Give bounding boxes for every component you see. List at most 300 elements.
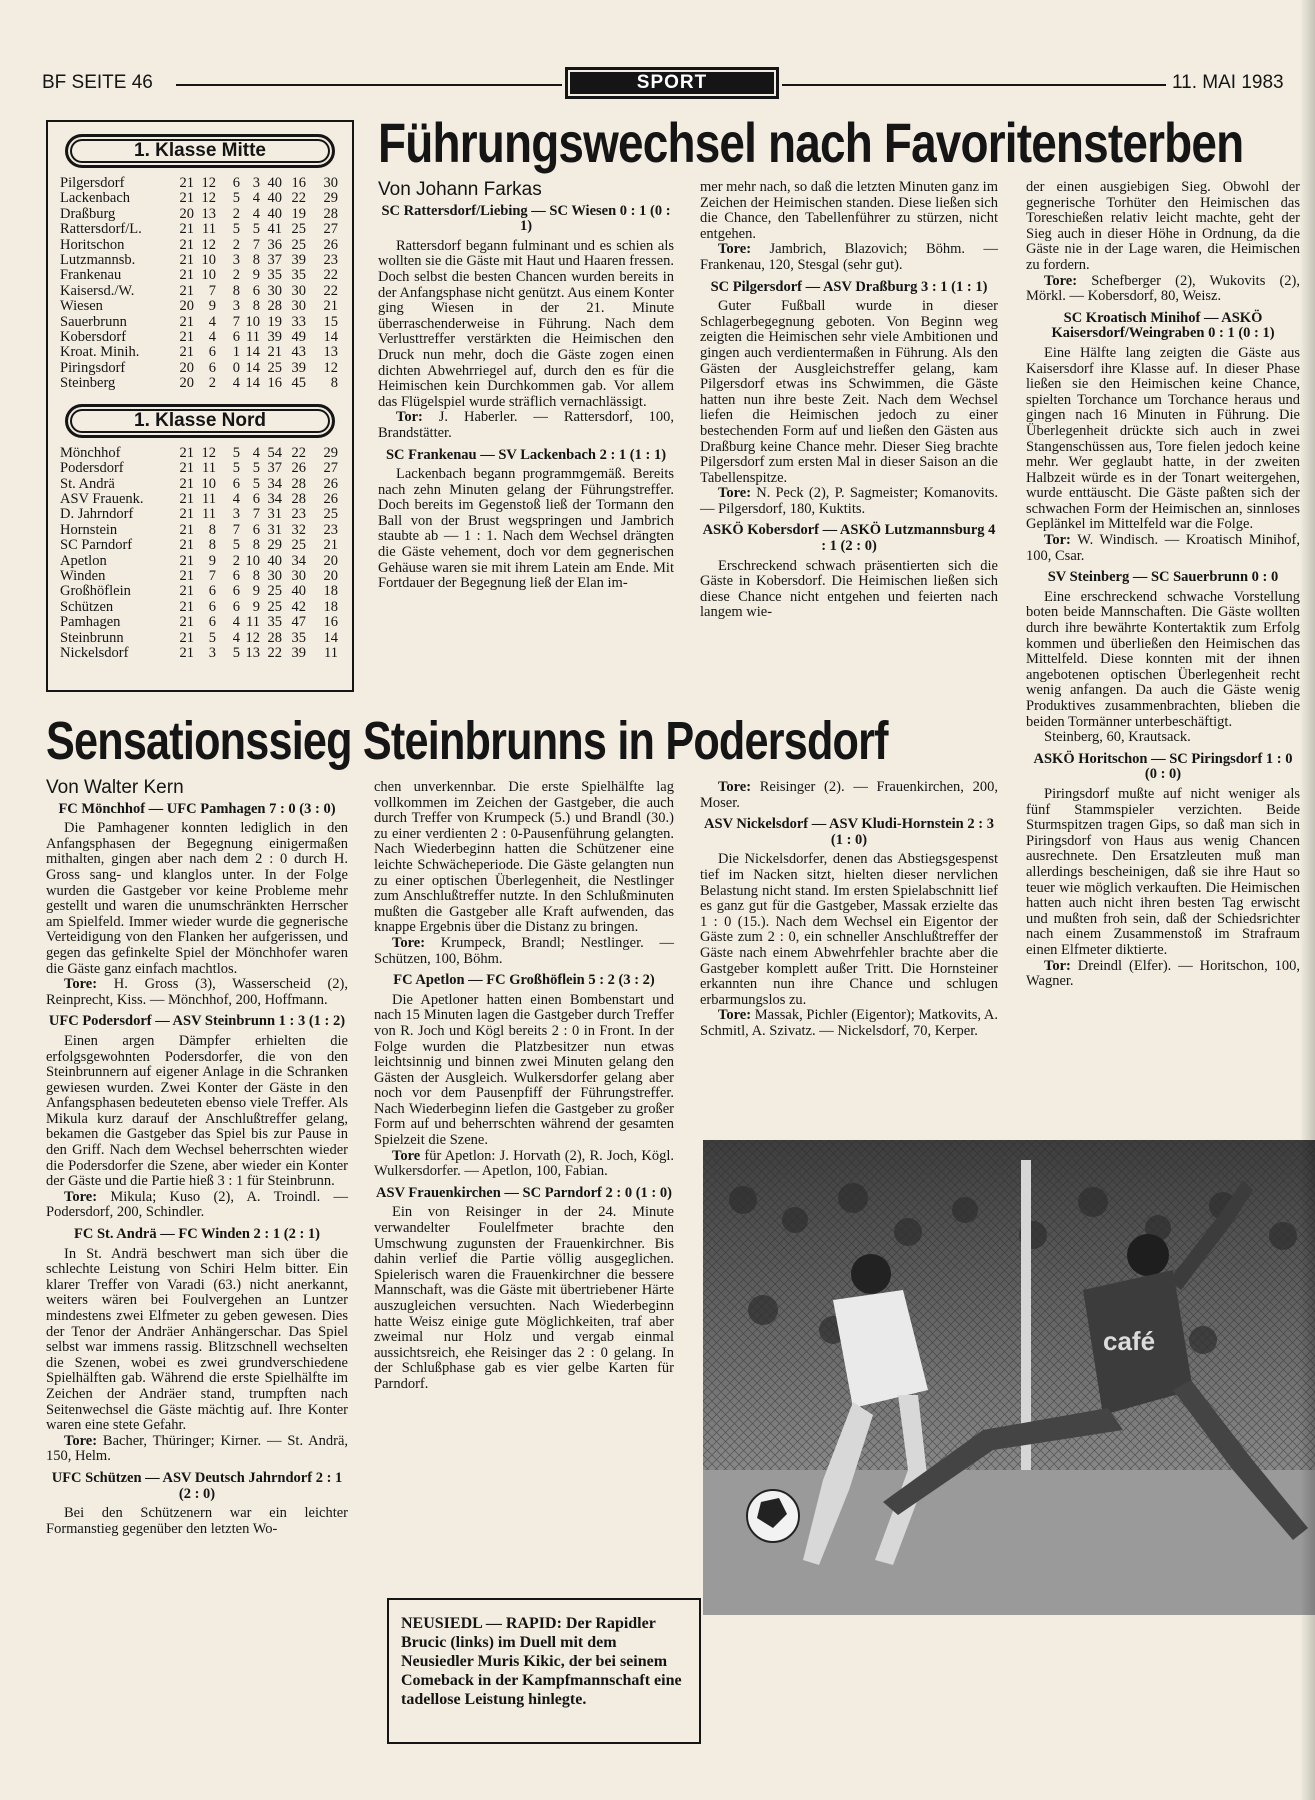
stat-cell: 29 [267, 537, 282, 554]
match-report: Piringsdorf mußte auf nicht weniger als fünf Stammspieler verzichten. Beide Sturmspitzen tragen Gips, so daß man sich in Piringsdorf von Haus aus wenig Chancen ausrechnete. Den Ersatzleuten muß man allerdings bescheinigen, daß sie ihre Haut so teuer wie möglich verkauften. Die Heimischen hatten auch nicht ihren besten Tag erwischt und mußten froh sein, daß der Schiedsrichter nach einem Zusammenstoß im Strafraum einen Elfmeter diktierte. [1026, 785, 1300, 958]
stat-cell: 11 [246, 614, 260, 631]
match-heading: SC Pilgersdorf — ASV Draßburg 3 : 1 (1 : 1) [710, 278, 988, 295]
stat-cell: 28 [323, 205, 338, 222]
stat-cell: 21 [323, 298, 338, 315]
stat-cell: 34 [267, 475, 282, 492]
football [747, 1490, 799, 1542]
standings-row [60, 569, 338, 584]
stat-cell: 21 [179, 552, 194, 569]
team-name: Podersdorf [60, 460, 124, 477]
team-name: Steinbrunn [60, 629, 124, 646]
spectators: Steinberg, 60, Krautsack. [1044, 729, 1191, 746]
team-name: D. Jahrndorf [60, 506, 134, 523]
stat-cell: 33 [291, 313, 306, 330]
stat-cell: 21 [179, 460, 194, 477]
stat-cell: 6 [232, 329, 240, 346]
stat-cell: 25 [291, 537, 306, 554]
match-report: Lackenbach begann programmgemäß. Bereits nach zehn Minuten gelang der Führungstreffer. Doch bereits im Gegenstoß ließ der Tormann den Ball von der Brust wegspringen und Jambrich staubte ab — 1 : 1. Nach dem Wechsel drängten die Gäste vehement, doch vor dem gegnerischen Gehäuse waren sie mit ihrem Latein am Ende. Mit Fortdauer der Begegnung ließ der Elan im- [378, 466, 674, 592]
stat-cell: 5 [208, 629, 216, 646]
stat-cell: 21 [179, 190, 194, 207]
scorers: Tor: J. Haberler. — Rattersdorf, 100, Brandstätter. [378, 409, 674, 441]
match-report: Eine Hälfte lang zeigten die Gäste aus Kaisersdorf ihre Klasse auf. In dieser Phase ließen sie den Heimischen keine Chance, spielten Torchance um Torchance heraus und gingen nach 16 Minuten in Führung. Die Überlegenheit drückte sich auch in zwei Stangenschüssen aus, Tore fielen jedoch keine mehr. Wer geglaubt hatte, in der zweiten Halbzeit würde es in der Tonart weitergehen, wurde enttäuscht. Die Gäste paßten sich der schwachen Form der Heimischen an, sinnloses Geplänkel im Mittelfeld war die Folge. [1026, 344, 1300, 533]
match-report: mer mehr nach, so daß die letzten Minuten ganz im Zeichen der Heimischen standen. Diese ließen sich die Chance, den Tabellenführer zu stürzen, nicht entgehen. [700, 179, 998, 242]
stat-cell: 28 [291, 490, 306, 507]
stat-cell: 14 [245, 375, 260, 392]
stat-cell: 26 [323, 490, 338, 507]
stat-cell: 21 [179, 614, 194, 631]
match-report: Die Apetloner hatten einen Bombenstart und nach 15 Minuten lagen die Gastgeber durch Treffer von R. Joch und Kögl bereits 2 : 0 in Front. In der Folge wurden die Platzbesitzer nun etwas leichtsinnig und binnen zwei Minuten gelang den Gästen der Ausgleich. Wulkersdorfer gelang aber noch vor dem Pausenpfiff der Führungstreffer. Nach Wiederbeginn liefen die Gastgeber zu großer Form auf und beherrschten während der gesamten Spielzeit die Szene. [374, 991, 674, 1149]
stat-cell: 6 [252, 490, 260, 507]
scorers: Tore: Krumpeck, Brandl; Nestlinger. — Schützen, 100, Böhm. [374, 934, 675, 967]
standings-row [60, 646, 338, 661]
stat-cell: 25 [323, 506, 338, 523]
stat-cell: 41 [267, 221, 282, 238]
stat-cell: 12 [201, 190, 216, 207]
match-report: Guter Fußball wurde in dieser Schlagerbegegnung geboten. Von Beginn weg zeigten die Heimischen sehr viele Ambitionen und gingen auch verdientermaßen in Führung. Als den Gästen der Ausgleichstreffer gelang, kam Pilgersdorf etwas ins Schwimmen, die Gäste hatten nun ihre beste Zeit. Nach dem Wechsel liefen die Heimischen jedoch zu einer bestechenden Form auf und ließen den Gästen aus Draßburg keine Chance mehr. Dieser Sieg brachte Pilgersdorf zum ersten Mal in dieser Saison an die Tabellenspitze. [700, 298, 998, 486]
stat-cell: 22 [267, 644, 282, 661]
stat-cell: 30 [323, 175, 338, 191]
stat-cell: 10 [245, 552, 260, 569]
stat-cell: 21 [267, 344, 282, 361]
stat-cell: 9 [208, 298, 216, 315]
standings-row [60, 507, 338, 522]
stat-cell: 4 [252, 190, 260, 207]
stat-cell: 35 [291, 267, 306, 284]
stat-cell: 4 [208, 313, 216, 330]
stat-cell: 11 [202, 506, 216, 523]
stat-cell: 25 [267, 583, 282, 600]
stat-cell: 30 [291, 282, 306, 299]
stat-cell: 28 [291, 475, 306, 492]
stat-cell: 30 [291, 298, 306, 315]
photo-drawing [703, 1140, 1315, 1615]
stat-cell: 28 [267, 629, 282, 646]
stat-cell: 39 [291, 252, 306, 269]
stat-cell: 9 [252, 598, 260, 615]
scorers: Tore: H. Gross (3), Wasserscheid (2), Reinprecht, Kiss. — Mönchhof, 200, Hoffmann. [46, 976, 348, 1008]
standings-row [60, 268, 338, 283]
pitch [703, 1470, 1315, 1615]
stat-cell: 13 [245, 644, 260, 661]
stat-cell: 9 [208, 552, 216, 569]
stat-cell: 10 [201, 252, 216, 269]
stat-cell: 29 [323, 444, 338, 461]
table-title-mitte: 1. Klasse Mitte [65, 134, 335, 168]
shirt-text: café [1103, 1326, 1156, 1356]
standings-row [60, 523, 338, 538]
stat-cell: 21 [179, 344, 194, 361]
stat-cell: 21 [179, 444, 194, 461]
article1-column-3 [1026, 180, 1300, 990]
article1-column-1 [378, 180, 674, 592]
stat-cell: 4 [232, 614, 240, 631]
standings-row [60, 207, 338, 222]
team-name: Kroat. Minih. [60, 344, 140, 361]
table-title-nord: 1. Klasse Nord [65, 404, 335, 438]
standings-row [60, 615, 338, 630]
standings-row [60, 330, 338, 345]
stat-cell: 20 [179, 298, 194, 315]
match-report: Die Nickelsdorfer, denen das Abstiegsgespenst tief im Nacken sitzt, hielten dieser nervlichen Belastung nicht stand. Im ersten Spielabschnitt lief es ganz gut für die Gastgeber, Massak erzielte das 1 : 0 (15.). Nach dem Wechsel ein Eigentor der Gäste zum 2 : 0, ein schneller Anschlußtreffer der Gäste nach einem Abwehrfehler brachte aber die Gastgeber komplett außer Tritt. Die Hornsteiner erkannten nun ihre Chance und schlugen erbarmungslos zu. [700, 851, 998, 1008]
scorers: Tor: Dreindl (Elfer). — Horitschon, 100, Wagner. [1026, 957, 1300, 990]
stat-cell: 26 [291, 460, 306, 477]
stat-cell: 5 [232, 221, 240, 238]
stat-cell: 6 [232, 583, 240, 600]
section-label: SPORT [565, 67, 779, 99]
standings-row [60, 315, 338, 330]
team-name: Sauerbrunn [60, 313, 127, 330]
stat-cell: 8 [252, 252, 260, 269]
stat-cell: 23 [323, 521, 338, 538]
stat-cell: 14 [245, 359, 260, 376]
stat-cell: 11 [246, 329, 260, 346]
stat-cell: 10 [201, 267, 216, 284]
stat-cell: 45 [291, 375, 306, 392]
stat-cell: 34 [291, 552, 306, 569]
team-name: Frankenau [60, 267, 122, 284]
stat-cell: 42 [291, 598, 306, 615]
stat-cell: 23 [291, 506, 306, 523]
stat-cell: 40 [267, 205, 282, 222]
stat-cell: 21 [179, 506, 194, 523]
stat-cell: 14 [323, 629, 338, 646]
stat-cell: 27 [323, 221, 338, 238]
stat-cell: 8 [252, 537, 260, 554]
team-name: Lackenbach [60, 190, 131, 207]
standings-row [60, 554, 338, 569]
stat-cell: 5 [252, 221, 260, 238]
stat-cell: 12 [323, 359, 338, 376]
match-heading: ASKÖ Horitschon — SC Piringsdorf 1 : 0 (0 : 0) [1033, 750, 1293, 783]
stat-cell: 5 [232, 190, 240, 207]
stat-cell: 2 [232, 205, 240, 222]
standings-row [60, 345, 338, 360]
match-photo [703, 1140, 1315, 1615]
stat-cell: 21 [179, 236, 194, 253]
standings-row [60, 176, 338, 191]
stat-cell: 40 [267, 552, 282, 569]
scorers: Tor: W. Windisch. — Kroatisch Minihof, 100, Csar. [1026, 532, 1301, 564]
stat-cell: 7 [208, 567, 216, 584]
standings-table-nord [60, 446, 338, 662]
page-number: BF SEITE 46 [42, 72, 153, 93]
stat-cell: 30 [267, 567, 282, 584]
stat-cell: 18 [323, 583, 338, 600]
stat-cell: 12 [201, 175, 216, 191]
stat-cell: 3 [232, 506, 240, 523]
stat-cell: 35 [267, 267, 282, 284]
scorers: Tore: Jambrich, Blazovich; Böhm. — Frankenau, 120, Stesgal (sehr gut). [700, 241, 998, 273]
stat-cell: 7 [208, 282, 216, 299]
match-heading: UFC Podersdorf — ASV Steinbrunn 1 : 3 (1 : 2) [48, 1013, 346, 1030]
stat-cell: 2 [208, 375, 216, 392]
stat-cell: 21 [179, 490, 194, 507]
match-heading: ASV Nickelsdorf — ASV Kludi-Hornstein 2 : 3 (1 : 0) [704, 816, 994, 848]
stat-cell: 37 [267, 460, 282, 477]
stat-cell: 25 [267, 359, 282, 376]
stat-cell: 20 [323, 552, 338, 569]
stat-cell: 25 [291, 221, 306, 238]
stat-cell: 22 [291, 444, 306, 461]
team-name: Pamhagen [60, 614, 121, 631]
stat-cell: 5 [232, 537, 240, 554]
stat-cell: 37 [267, 252, 282, 269]
stat-cell: 21 [179, 252, 194, 269]
stat-cell: 5 [232, 460, 240, 477]
standings-row [60, 600, 338, 615]
standings-row [60, 299, 338, 314]
stat-cell: 36 [267, 236, 282, 253]
stat-cell: 8 [208, 537, 216, 554]
scorers: Tore: Massak, Pichler (Eigentor); Matkovits, A. Schmitl, A. Szivatz. — Nickelsdorf, 70, Kerper. [700, 1007, 999, 1039]
stat-cell: 6 [232, 175, 240, 191]
standings-row [60, 477, 338, 492]
team-name: Horitschon [60, 236, 125, 253]
team-name: SC Parndorf [60, 537, 133, 554]
standings-row [60, 631, 338, 646]
photo-caption: NEUSIEDL — RAPID: Der Rapidler Brucic (links) im Duell mit dem Neusiedler Muris Kikic, der bei seinem Comeback in der Kampfmannschaft eine tadellose Leistung hinlegte. [387, 1598, 701, 1744]
stat-cell: 8 [330, 375, 338, 392]
match-heading: UFC Schützen — ASV Deutsch Jahrndorf 2 : 1 (2 : 0) [51, 1469, 343, 1502]
stat-cell: 2 [232, 267, 240, 284]
page-fold-shadow [1300, 0, 1315, 1800]
article2-column-2 [374, 780, 674, 1393]
stat-cell: 11 [202, 490, 216, 507]
header-rule-right [782, 84, 1166, 86]
stat-cell: 14 [245, 344, 260, 361]
stat-cell: 13 [201, 205, 216, 222]
team-name: Mönchhof [60, 444, 121, 461]
team-name: Kobersdorf [60, 329, 127, 346]
stat-cell: 39 [267, 329, 282, 346]
match-heading: SC Kroatisch Minihof — ASKÖ Kaisersdorf/Weingraben 0 : 1 (0 : 1) [1051, 309, 1275, 342]
stat-cell: 7 [232, 521, 240, 538]
stat-cell: 7 [252, 236, 260, 253]
stat-cell: 21 [179, 644, 194, 661]
stat-cell: 14 [323, 329, 338, 346]
match-heading: SC Frankenau — SV Lackenbach 2 : 1 (1 : 1) [385, 446, 667, 463]
stat-cell: 4 [252, 205, 260, 222]
match-heading: SV Steinberg — SC Sauerbrunn 0 : 0 [1047, 569, 1279, 586]
stat-cell: 21 [179, 537, 194, 554]
stat-cell: 26 [323, 236, 338, 253]
stat-cell: 43 [291, 344, 306, 361]
team-name: Kaisersd./W. [60, 282, 135, 299]
stat-cell: 2 [232, 552, 240, 569]
scorers: Tore: Schefberger (2), Wukovits (2), Mörkl. — Kobersdorf, 80, Weisz. [1026, 272, 1301, 305]
stat-cell: 2 [232, 236, 240, 253]
stat-cell: 6 [252, 521, 260, 538]
standings-row [60, 461, 338, 476]
match-heading: FC Mönchhof — UFC Pamhagen 7 : 0 (3 : 0) [58, 800, 336, 817]
stat-cell: 7 [232, 313, 240, 330]
match-report: Einen argen Dämpfer erhielten die erfolgsgewohnten Podersdorfer, die von den Steinbrunnern auf eigener Anlage in die Schranken gewiesen wurden. Zwei Konter der Gäste in den Anfangsphasen bedeuteten ebenso viele Treffer. Als Mikula kurz darauf der Anschlußtreffer gelang, bekamen die Gastgeber das Spiel bis zur Pause in den Griff. Nach dem Wechsel beherrschten wieder die Podersdorfer die Szene, aber wieder ein Konter der Gäste und die Partie hieß 3 : 1 für Steinbrunn. [46, 1032, 348, 1190]
byline: Von Walter Kern [46, 777, 184, 798]
standings-row [60, 238, 338, 253]
header-rule-left [176, 84, 562, 86]
team-name: Piringsdorf [60, 359, 126, 376]
article2-column-1 [46, 778, 348, 1537]
standings-row [60, 191, 338, 206]
match-report: der einen ausgiebigen Sieg. Obwohl der gegnerische Torhüter den Heimischen das Toreschießen relativ leicht machte, geht der Sieg auch in dieser Höhe in Ordnung, da die Gäste nie in der Lage waren, die Heimischen zu fordern. [1026, 179, 1300, 273]
stat-cell: 4 [232, 629, 240, 646]
stat-cell: 34 [267, 490, 282, 507]
stat-cell: 10 [201, 475, 216, 492]
stat-cell: 16 [323, 614, 338, 631]
stat-cell: 3 [208, 644, 216, 661]
stat-cell: 21 [179, 329, 194, 346]
team-name: St. Andrä [60, 475, 115, 492]
standings-row [60, 253, 338, 268]
standings-row [60, 492, 338, 507]
team-name: Wiesen [60, 298, 103, 315]
stat-cell: 21 [179, 521, 194, 538]
stat-cell: 4 [252, 444, 260, 461]
stat-cell: 21 [179, 598, 194, 615]
match-heading: ASKÖ Kobersdorf — ASKÖ Lutzmannsburg 4 : 1 (2 : 0) [702, 522, 996, 555]
stat-cell: 18 [323, 598, 338, 615]
standings-row [60, 284, 338, 299]
team-name: Schützen [60, 598, 114, 615]
stat-cell: 10 [245, 313, 260, 330]
stat-cell: 12 [201, 444, 216, 461]
stat-cell: 8 [232, 282, 240, 299]
standings-row [60, 584, 338, 599]
stat-cell: 16 [291, 175, 306, 191]
stat-cell: 15 [323, 313, 338, 330]
team-name: Großhöflein [60, 583, 131, 600]
stat-cell: 21 [179, 583, 194, 600]
stat-cell: 31 [267, 521, 282, 538]
stat-cell: 26 [323, 475, 338, 492]
stat-cell: 21 [179, 567, 194, 584]
match-report: In St. Andrä beschwert man sich über die schlechte Leistung von Schiri Helm bitter. Ein klarer Treffer von Varadi (63.) nicht anerkannt, weiters wären bei Foulvergehen an Luntzer mindestens zwei Elfmeter zu geben gewesen. Dies der Tenor der Andräer Anhängerschar. Das Spiel selbst war immens rassig. Blitzschnell wechselten die Szenen, wobei es zwei grundverschiedene Spielhälften gab. Während die erste Spielhälfte im Zeichen der Andräer stand, trumpften nach Seitenwechsel die Gäste mächtig auf. Ihre Konter waren eine stete Gefahr. [46, 1245, 348, 1434]
stat-cell: 5 [232, 644, 240, 661]
team-name: Lutzmannsb. [60, 252, 136, 269]
standings-box [46, 120, 354, 692]
team-name: Pilgersdorf [60, 175, 125, 191]
stat-cell: 11 [202, 221, 216, 238]
stat-cell: 6 [208, 359, 216, 376]
match-report: Bei den Schützenern war ein leichter Formanstieg gegenüber den letzten Wo- [46, 1505, 348, 1537]
match-report: Rattersdorf begann fulminant und es schien als wollten sie die Gäste mit Haut und Haaren fressen. Doch selbst die besten Chancen wurden bereits in der Anfangsphase nicht genützt. Aus einem Konter ging Wiesen in der 21. Minute überraschenderweise in Führung. Nach dem Verlusttreffer verstärkten die Heimischen den Druck nun mehr, doch die Gäste zogen einen dichten Abwehrriegel auf, durch den es für die Heimischen kein Durchkommen gab. Vor allem das Flügelspiel wurde sträflich vernachlässigt. [378, 237, 674, 410]
stat-cell: 20 [179, 359, 194, 376]
stat-cell: 21 [179, 175, 194, 191]
stat-cell: 49 [291, 329, 306, 346]
team-name: Steinberg [60, 375, 116, 392]
standings-row [60, 361, 338, 376]
stat-cell: 25 [267, 598, 282, 615]
match-heading: FC St. Andrä — FC Winden 2 : 1 (2 : 1) [74, 1226, 320, 1243]
stat-cell: 35 [291, 629, 306, 646]
stat-cell: 5 [232, 444, 240, 461]
match-report: chen unverkennbar. Die erste Spielhälfte lag vollkommen im Zeichen der Gastgeber, die auch durch Treffer von Krumpeck (5.) und Brandl (30.) zu einer verdienten 2 : 0-Pausenführung gelangten. Nach Wiederbeginn hatten die Schützener eine leichte Schwächeperiode. Die Gäste gelangten nun zu einer optischen Überlegenheit, die Nestlinger zum Anschlußtreffer nutzte. In den Schlußminuten mußten die Gastgeber alle Kraft aufwenden, das knappe Ergebnis über die Distanz zu bringen. [374, 779, 674, 936]
stat-cell: 19 [267, 313, 282, 330]
standings-row [60, 222, 338, 237]
stat-cell: 21 [179, 629, 194, 646]
team-name: Draßburg [60, 205, 116, 222]
stat-cell: 11 [324, 644, 338, 661]
stat-cell: 4 [208, 329, 216, 346]
stat-cell: 4 [232, 490, 240, 507]
stat-cell: 23 [323, 252, 338, 269]
stat-cell: 30 [267, 282, 282, 299]
stat-cell: 29 [323, 190, 338, 207]
byline: Von Johann Farkas [378, 179, 542, 200]
stat-cell: 20 [323, 567, 338, 584]
stat-cell: 13 [323, 344, 338, 361]
stat-cell: 32 [291, 521, 306, 538]
match-heading: SC Rattersdorf/Liebing — SC Wiesen 0 : 1 (0 : 1) [381, 202, 671, 235]
headline-2: Sensationssieg Steinbrunns in Podersdorf [46, 711, 888, 771]
team-name: Apetlon [60, 552, 107, 569]
stat-cell: 20 [179, 375, 194, 392]
scorers: Tore: N. Peck (2), P. Sagmeister; Komanovits. — Pilgersdorf, 180, Kuktits. [700, 485, 998, 517]
stat-cell: 8 [252, 298, 260, 315]
stat-cell: 35 [267, 614, 282, 631]
standings-row [60, 538, 338, 553]
stat-cell: 40 [291, 583, 306, 600]
stat-cell: 19 [291, 205, 306, 222]
stat-cell: 3 [232, 298, 240, 315]
match-report: Ein von Reisinger in der 24. Minute verwandelter Foulelfmeter brachte den Umschwung zugunsten der Frauenkirchner. Bis dahin verlief die Partie völlig ausgeglichen. Spielerisch waren die Frauenkirchner die bessere Mannschaft, was die Gäste mit übertriebener Härte auszugleichen versuchten. Nach Wiederbeginn hatte Weisz einige gute Möglichkeiten, traf aber zweimal nur Holz und vergab einmal aussichtsreich, ehe Reisinger das 2 : 0 gelang. In der Schlußphase gab es vier gelbe Karten für Parndorf. [374, 1204, 674, 1392]
stat-cell: 21 [179, 475, 194, 492]
stat-cell: 22 [323, 267, 338, 284]
stat-cell: 21 [323, 537, 338, 554]
stat-cell: 25 [291, 236, 306, 253]
team-name: Hornstein [60, 521, 118, 538]
stat-cell: 28 [267, 298, 282, 315]
stat-cell: 5 [252, 475, 260, 492]
stat-cell: 21 [179, 267, 194, 284]
stat-cell: 6 [208, 583, 216, 600]
match-report: Erschreckend schwach präsentierten sich die Gäste in Kobersdorf. Die Heimischen ließen sich diese Chance nicht entgehen und feierten nach langem wie- [700, 557, 998, 621]
stat-cell: 39 [291, 644, 306, 661]
scorers: Tore: Reisinger (2). — Frauenkirchen, 200, Moser. [700, 779, 999, 811]
scorers: Tore für Apetlon: J. Horvath (2), R. Joch, Kögl. Wulkersdorfer. — Apetlon, 100, Fabian. [374, 1147, 674, 1180]
match-heading: FC Apetlon — FC Großhöflein 5 : 2 (3 : 2) [393, 972, 655, 989]
stat-cell: 8 [208, 521, 216, 538]
stat-cell: 21 [179, 221, 194, 238]
stat-cell: 7 [252, 506, 260, 523]
match-report: Die Pamhagener konnten lediglich in den Anfangsphasen der Begegnung einigermaßen mithalten, gingen aber nach dem 2 : 0 durch H. Gross sang- und klanglos unter. In der Folge wurden die Gastgeber vor keine Probleme mehr gestellt und waren die unumschränkten Herrscher am Spielfeld. Immer wieder wurde die gegnerische Verteidigung von den Flanken her aufgerissen, und gegen das gefinkelte Spiel der Mönchhofer waren die Gäste ganz einfach machtlos. [46, 820, 348, 977]
stat-cell: 12 [201, 236, 216, 253]
team-name: Winden [60, 567, 106, 584]
stat-cell: 21 [179, 313, 194, 330]
stat-cell: 22 [291, 190, 306, 207]
standings-row [60, 446, 338, 461]
team-name: Rattersdorf/L. [60, 221, 142, 238]
stat-cell: 54 [267, 444, 282, 461]
stat-cell: 11 [202, 460, 216, 477]
stat-cell: 0 [232, 359, 240, 376]
headline-1: Führungswechsel nach Favoritensterben [378, 111, 1244, 174]
stat-cell: 27 [323, 460, 338, 477]
stat-cell: 6 [208, 344, 216, 361]
stat-cell: 20 [179, 205, 194, 222]
scorers: Tore: Bacher, Thüringer; Kirner. — St. Andrä, 150, Helm. [46, 1432, 349, 1465]
team-name: ASV Frauenk. [60, 490, 144, 507]
team-name: Nickelsdorf [60, 644, 129, 661]
stat-cell: 40 [267, 190, 282, 207]
match-report: Eine erschreckend schwache Vorstellung boten beide Mannschaften. Die Gäste wollten durch ihre bewährte Kontertaktik zum Erfolg kommen und überließen den Heimischen das Mittelfeld. Diese konnten mit der ihnen angebotenen optischen Überlegenheit recht wenig anfangen. Da auch die Gäste wenig Produktives zusammenbrachten, blieben die beiden Tormänner unterbeschäftigt. [1026, 588, 1300, 730]
stat-cell: 6 [232, 475, 240, 492]
stat-cell: 16 [267, 375, 282, 392]
stat-cell: 9 [252, 267, 260, 284]
stat-cell: 5 [252, 460, 260, 477]
standings-table-mitte [60, 176, 338, 392]
stat-cell: 8 [252, 567, 260, 584]
